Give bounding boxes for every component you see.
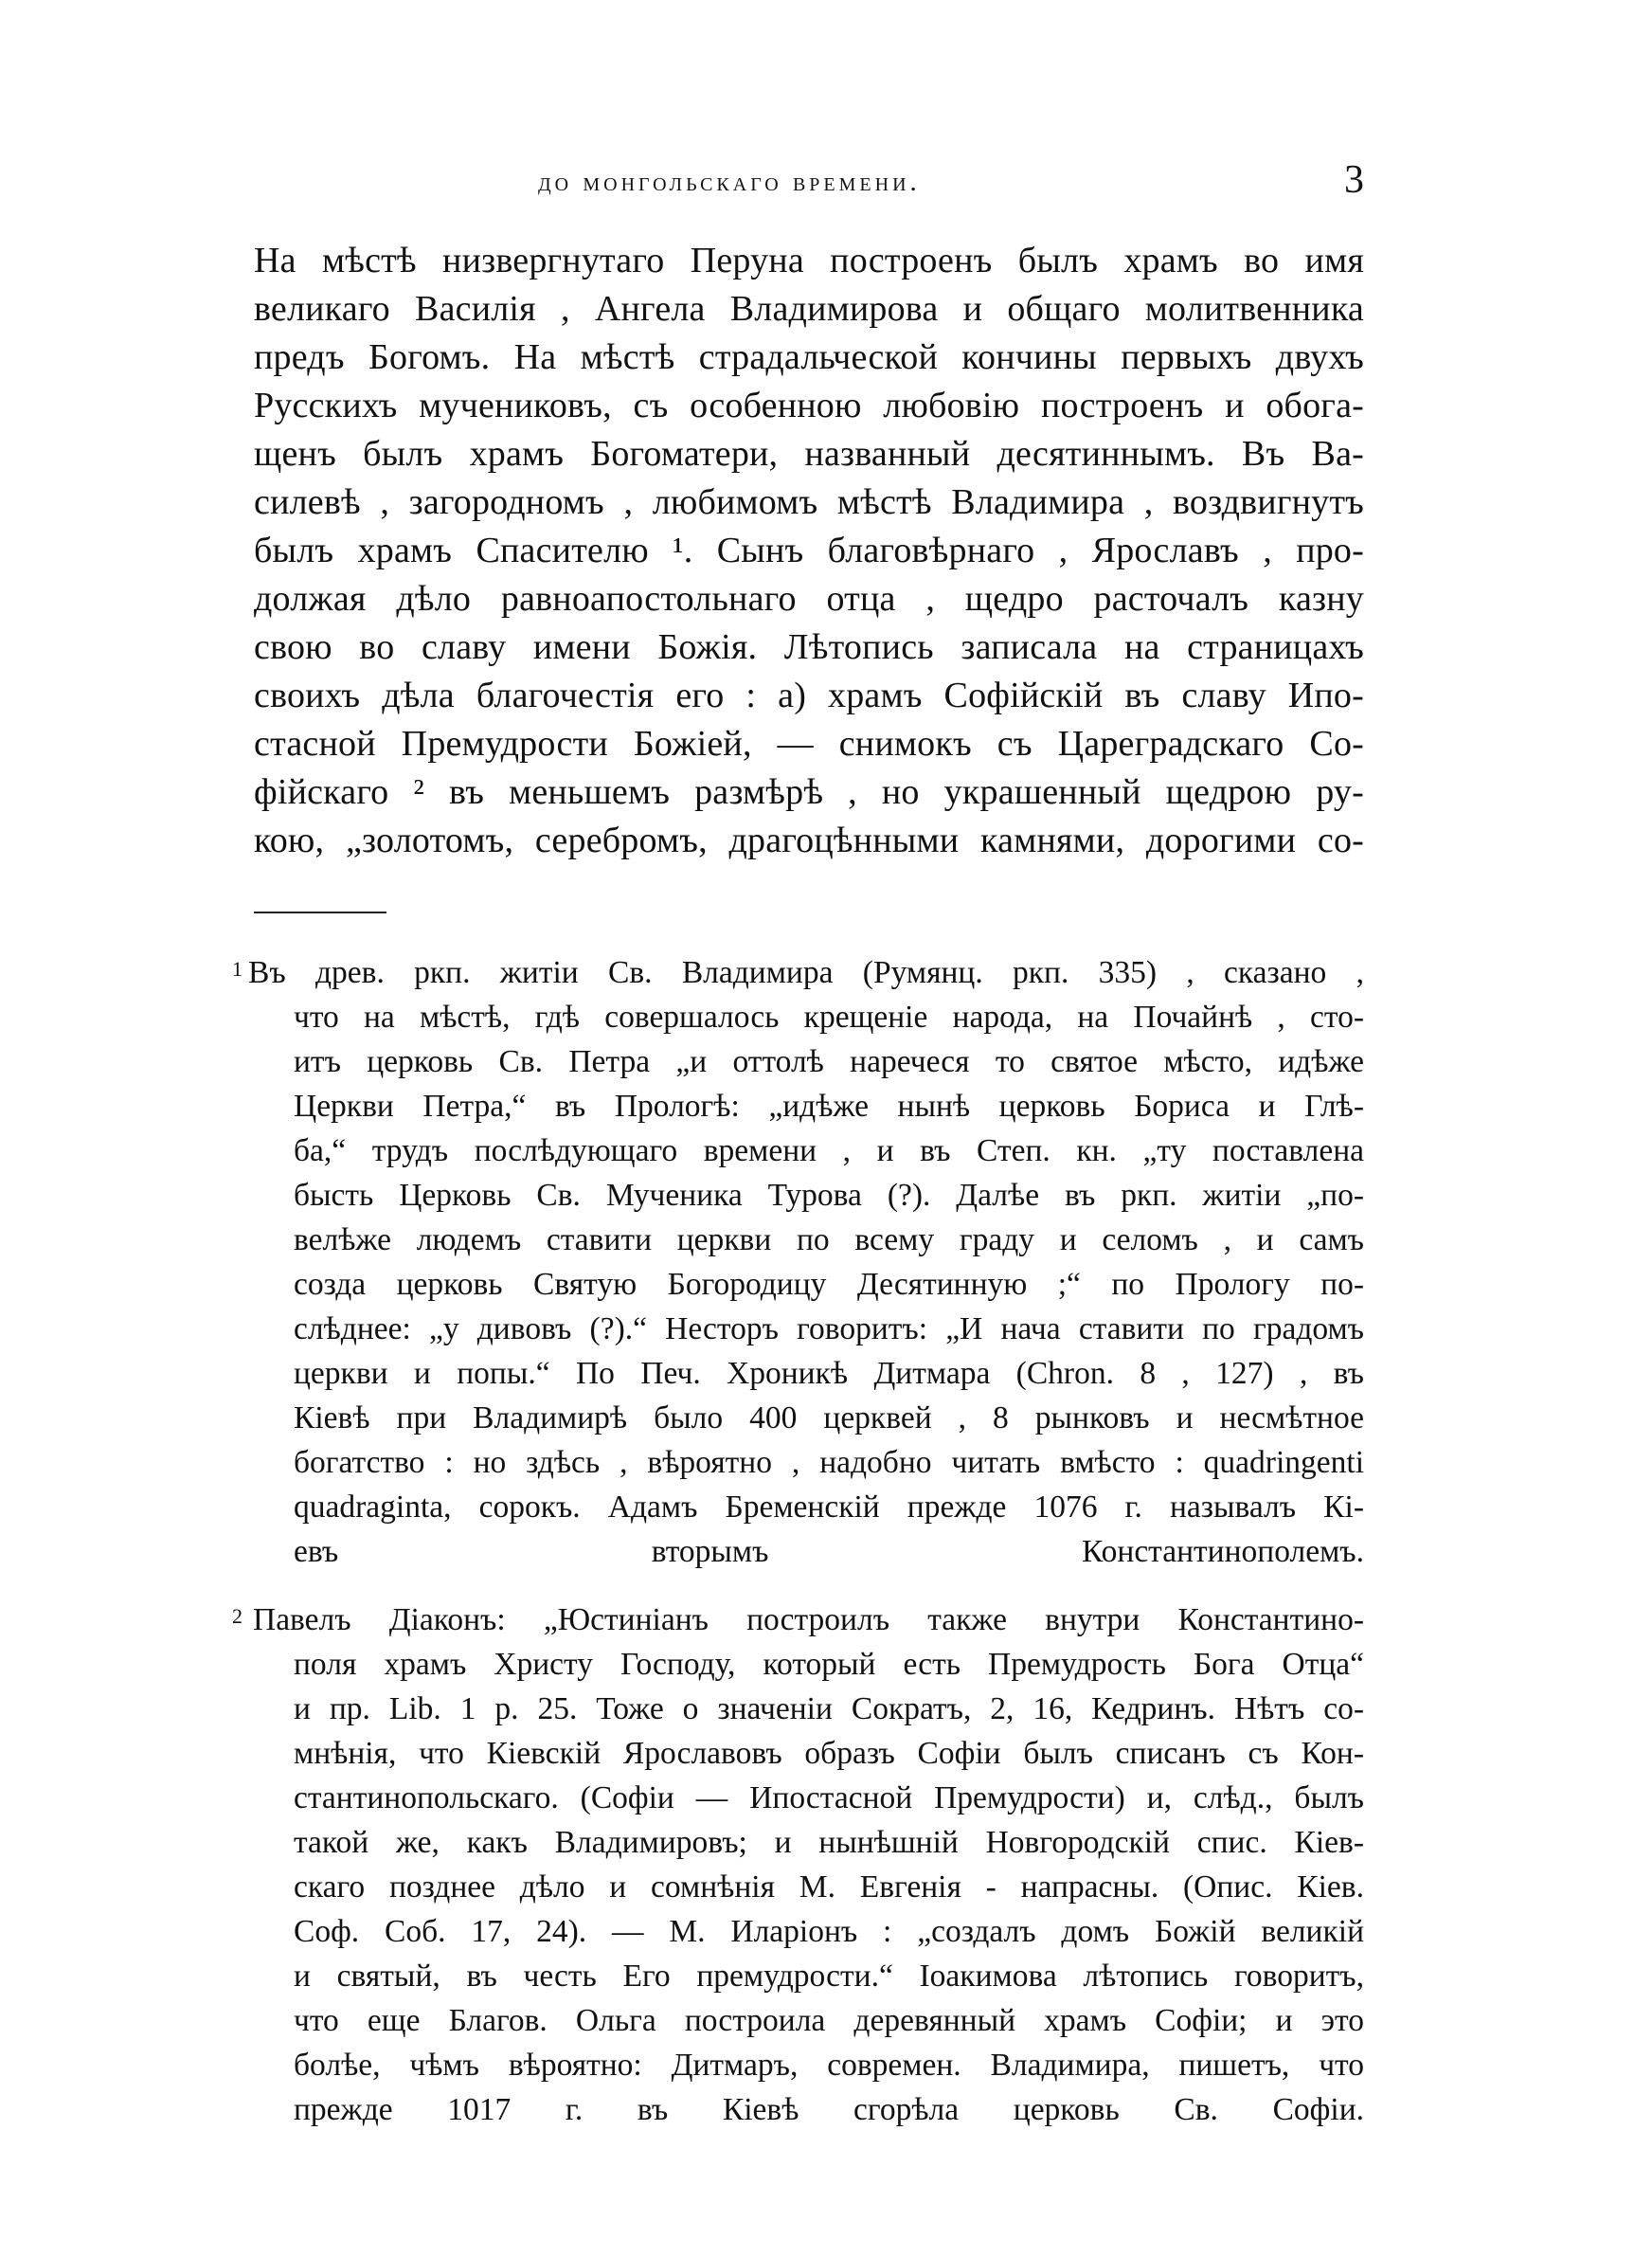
running-head <box>254 158 1364 210</box>
footnote-line: quadraginta, сорокъ. Адамъ Бременскій прежде 1076 г. называлъ Кі- <box>294 1490 1364 1525</box>
footnote-line: поля храмъ Христу Господу, который есть Премудрость Бога Отца“ <box>294 1647 1364 1682</box>
text-line: стасной Премудрости Божіей, — снимокъ съ Цареградскаго Со- <box>254 724 1364 764</box>
text-line: должая дѣло равноапостольнаго отца , щедро расточалъ казну <box>254 579 1364 619</box>
text-line: фійскаго ² въ меньшемъ размѣрѣ , но украшенный щедрою ру- <box>254 772 1364 812</box>
footnote-line: и святый, въ честь Его премудрости.“ Іоакимова лѣтопись говоритъ, <box>294 1959 1364 1994</box>
text-line: На мѣстѣ низвергнутаго Перуна построенъ былъ храмъ во имя <box>254 241 1364 280</box>
footnote-line: болѣе, чѣмъ вѣроятно: Дитмаръ, современ. Владимира, пишетъ, что <box>294 2048 1364 2083</box>
text-line: великаго Василія , Ангела Владимирова и общаго молитвенника <box>254 289 1364 329</box>
footnote-line: Кіевѣ при Владимирѣ было 400 церквей , 8 рынковъ и несмѣтное <box>294 1400 1364 1435</box>
footnote-line: Церкви Петра,“ въ Прологѣ: „идѣже нынѣ церковь Бориса и Глѣ- <box>294 1089 1364 1124</box>
footnote-line: велѣже людемъ ставити церкви по всему граду и селомъ , и самъ <box>294 1222 1364 1257</box>
running-title: до монгольскаго времени. <box>538 167 921 197</box>
footnote-line: стантинопольскаго. (Софіи — Ипостасной Премудрости) и, слѣд., былъ <box>294 1780 1364 1815</box>
footnote-mark: 1 <box>232 957 242 981</box>
footnote-line: евъ вторымъ Константинополемъ. <box>294 1534 1364 1569</box>
footnote-line: итъ церковь Св. Петра „и оттолѣ наречеся то святое мѣсто, идѣже <box>294 1044 1364 1079</box>
footnote-separator <box>254 912 386 913</box>
footnote-line: слѣднее: „у дивовъ (?).“ Несторъ говоритъ: „И нача ставити по градомъ <box>294 1311 1364 1346</box>
text-line: предъ Богомъ. На мѣстѣ страдальческой кончины первыхъ двухъ <box>254 337 1364 377</box>
footnote-line: ба,“ трудъ послѣдующаго времени , и въ Степ. кн. „ту поставлена <box>294 1133 1364 1168</box>
footnote-line: богатство : но здѣсь , вѣроятно , надобно читать вмѣсто : quadringenti <box>294 1445 1364 1480</box>
footnote-line: что на мѣстѣ, гдѣ совершалось крещеніе народа, на Почайнѣ , сто- <box>294 1000 1364 1035</box>
footnote-line: бысть Церковь Св. Мученика Турова (?). Далѣе въ ркп. житіи „по- <box>294 1178 1364 1213</box>
footnote-line: и пр. Lib. 1 p. 25. Тоже о значеніи Сократъ, 2, 16, Кедринъ. Нѣтъ со- <box>294 1691 1364 1726</box>
footnote-line: такой же, какъ Владимировъ; и нынѣшній Новгородскій спис. Кіев- <box>294 1825 1364 1860</box>
text-line: кою, „золотомъ, серебромъ, драгоцѣнными камнями, дорогими со- <box>254 821 1364 860</box>
text-line: своихъ дѣла благочестія его : а) храмъ Софійскій въ славу Ипо- <box>254 676 1364 715</box>
text-line: щенъ былъ храмъ Богоматери, названный десятиннымъ. Въ Ва- <box>254 434 1364 474</box>
footnote-line: Соф. Соб. 17, 24). — М. Иларіонъ : „создалъ домъ Божій великій <box>294 1914 1364 1949</box>
main-text <box>254 237 1364 865</box>
text-line: былъ храмъ Спасителю ¹. Сынъ благовѣрнаго , Ярославъ , про- <box>254 531 1364 570</box>
footnote-line: прежде 1017 г. въ Кіевѣ сгорѣла церковь Св. Софіи. <box>294 2092 1364 2127</box>
footnote-line: что еще Благов. Ольга построила деревянный храмъ Софіи; и это <box>294 2003 1364 2038</box>
footnote-mark: 2 <box>232 1604 242 1628</box>
text-line: силевѣ , загородномъ , любимомъ мѣстѣ Владимира , воздвигнутъ <box>254 482 1364 522</box>
footnote-line: Павелъ Діаконъ: „Юстиніанъ построилъ также внутри Константино- <box>253 1602 1364 1637</box>
text-line: Русскихъ мучениковъ, съ особенною любовію построенъ и обога- <box>254 386 1364 425</box>
footnote-line: Въ древ. ркп. житіи Св. Владимира (Румянц. ркп. 335) , сказано , <box>248 955 1364 990</box>
page-number: 3 <box>1344 158 1364 202</box>
footnote-line: скаго позднее дѣло и сомнѣнія М. Евгенія - напрасны. (Опис. Кіев. <box>294 1869 1364 1905</box>
footnote-line: созда церковь Святую Богородицу Десятинную ;“ по Прологу по- <box>294 1267 1364 1302</box>
footnote-line: церкви и попы.“ По Печ. Хроникѣ Дитмара (Chron. 8 , 127) , въ <box>294 1356 1364 1391</box>
footnote-line: мнѣнія, что Кіевскій Ярославовъ образъ Софіи былъ списанъ съ Кон- <box>294 1736 1364 1771</box>
text-line: свою во славу имени Божія. Лѣтопись записала на страницахъ <box>254 627 1364 667</box>
